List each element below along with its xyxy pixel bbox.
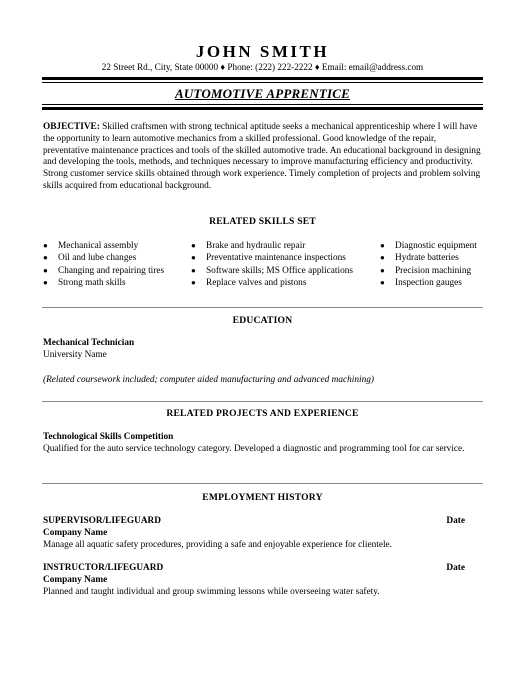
job-entry [43,563,483,598]
skill-item: ● Preventative maintenance inspections [191,253,346,264]
bullet-icon: ● [191,278,196,288]
title-rule-top-thick [42,77,483,80]
bullet-icon: ● [43,265,48,275]
skill-item: ● Software skills; MS Office applications [191,265,354,276]
job-title: AUTOMOTIVE APPRENTICE [174,86,351,101]
contact-line: 22 Street Rd., City, State 00000 ♦ Phone: (222) 222-2222 ♦ Email: email@address.com [101,62,424,72]
project-title: Technological Skills Competition [43,432,174,442]
skill-item: ● Strong math skills [43,278,126,289]
section-divider [42,483,483,484]
objective-label: OBJECTIVE: [43,122,100,132]
bullet-icon: ● [191,265,196,275]
education-note: (Related coursework included; computer aided manufacturing and advanced machining) [43,374,374,385]
skill-item: ● Inspection gauges [380,278,462,289]
job-entry-title: INSTRUCTOR/LIFEGUARD [43,563,164,573]
skill-item: ● Hydrate batteries [380,253,459,264]
bullet-icon: ● [380,265,385,275]
job-entry-date: Date [446,563,465,573]
skills-column-2 [191,240,353,290]
section-divider [42,401,483,402]
projects-block [43,432,483,456]
objective-text: Skilled craftsmen with strong technical aptitude seeks a mechanical apprenticeship where I will have the opportunity to learn automotive mechanics from a skilled professional. Good knowledge of the repair, preventative maintenance practices and tools of the skilled automotive trade. An educational background in designing and developing the tools, methods, and techniques necessary to improve manufacturing efficiency and productivity. Strong customer service skills obtained through work experience. Timely completion of projects and problem solving skills acquired from educational background. [43,122,481,191]
title-rule-bottom-thin [42,104,483,105]
bullet-icon: ● [43,241,48,250]
skill-item: ● Precision machining [380,265,472,276]
education-block [43,338,483,386]
skill-item: ● Diagnostic equipment [380,241,477,251]
objective-paragraph [43,122,483,193]
bullet-icon: ● [191,241,196,250]
bullet-icon: ● [43,278,48,288]
skills-column-3 [380,240,477,290]
job-entry-company: Company Name [43,527,108,538]
skill-item: ● Mechanical assembly [43,241,139,251]
job-entry-date: Date [446,516,465,526]
skill-item: ● Brake and hydraulic repair [191,241,306,251]
job-entry [43,516,483,551]
education-heading: EDUCATION [232,315,293,326]
project-text: Qualified for the auto service technology category. Developed a diagnostic and programming tool for car service. [43,443,465,454]
skill-item: ● Changing and repairing tires [43,265,165,276]
skill-item: ● Oil and lube changes [43,253,137,264]
candidate-name: JOHN SMITH [195,42,330,61]
job-entry-company: Company Name [43,574,108,585]
education-school: University Name [43,349,107,360]
skill-item: ● Replace valves and pistons [191,278,307,289]
section-divider [42,307,483,308]
job-entry-text: Planned and taught individual and group swimming lessons while overseeing water safety. [43,586,380,597]
bullet-icon: ● [380,278,385,288]
skills-column-1 [43,240,164,290]
education-degree: Mechanical Technician [43,338,135,348]
bullet-icon: ● [380,241,385,250]
bullet-icon: ● [380,253,385,263]
skills-heading: RELATED SKILLS SET [209,216,316,227]
projects-heading: RELATED PROJECTS AND EXPERIENCE [166,408,359,419]
employment-heading: EMPLOYMENT HISTORY [202,492,323,503]
title-rule-bottom-thick [42,107,483,110]
title-rule-top-thin [42,82,483,83]
bullet-icon: ● [191,253,196,263]
bullet-icon: ● [43,253,48,263]
job-entry-text: Manage all aquatic safety procedures, providing a safe and enjoyable experience for clientele. [43,539,392,550]
job-entry-title: SUPERVISOR/LIFEGUARD [43,516,161,526]
